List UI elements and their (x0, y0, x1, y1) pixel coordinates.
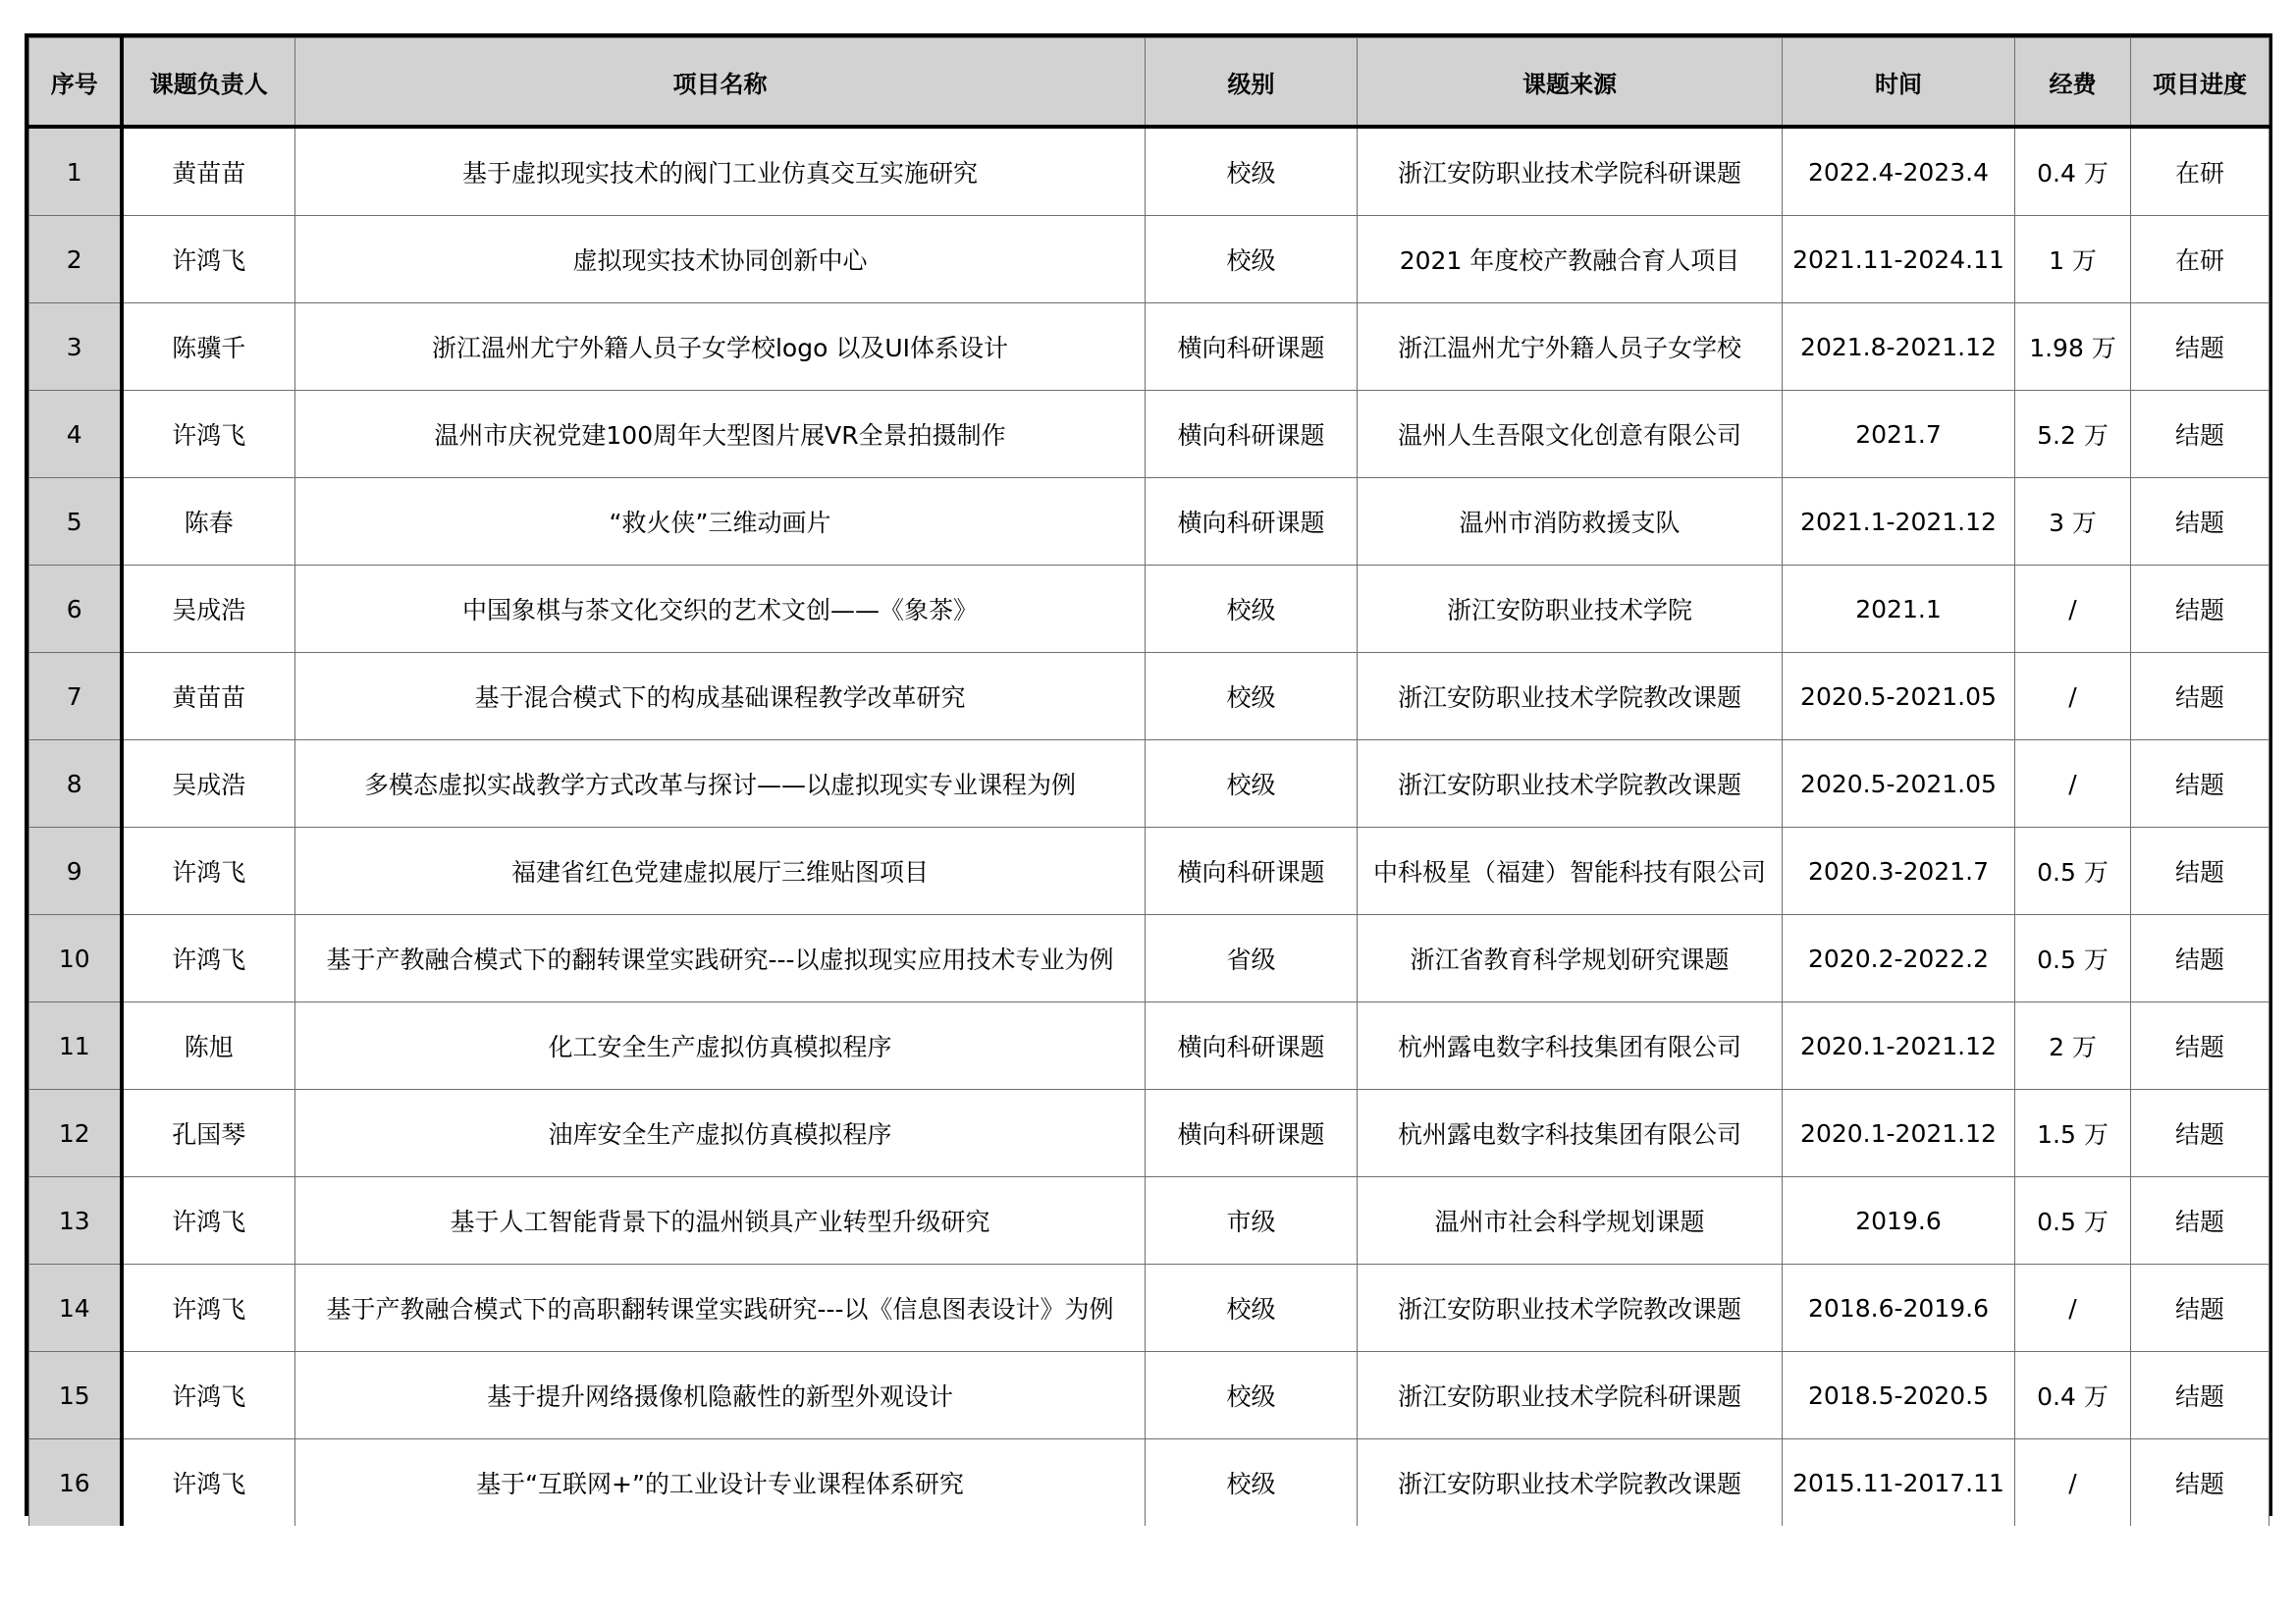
table-row (29, 1090, 2269, 1177)
cell-progress: 结题 (2131, 303, 2269, 391)
header-leader: 课题负责人 (122, 38, 295, 128)
cell-source: 浙江安防职业技术学院教改课题 (1358, 1265, 1783, 1352)
cell-project-name: 基于虚拟现实技术的阀门工业仿真交互实施研究 (295, 127, 1146, 216)
cell-time: 2021.1-2021.12 (1783, 478, 2015, 566)
cell-funding: 1 万 (2015, 216, 2131, 303)
cell-funding: 0.5 万 (2015, 915, 2131, 1002)
cell-project-name: 福建省红色党建虚拟展厅三维贴图项目 (295, 828, 1146, 915)
cell-source: 中科极星（福建）智能科技有限公司 (1358, 828, 1783, 915)
header-row (29, 38, 2269, 128)
cell-project-name: 浙江温州尤宁外籍人员子女学校logo 以及UI体系设计 (295, 303, 1146, 391)
cell-funding: 3 万 (2015, 478, 2131, 566)
cell-funding: 1.5 万 (2015, 1090, 2131, 1177)
cell-project-name: 中国象棋与茶文化交织的艺术文创——《象茶》 (295, 566, 1146, 653)
cell-progress: 结题 (2131, 828, 2269, 915)
table-row (29, 478, 2269, 566)
cell-progress: 结题 (2131, 1265, 2269, 1352)
cell-funding: 0.4 万 (2015, 1352, 2131, 1439)
cell-project-name: 温州市庆祝党建100周年大型图片展VR全景拍摄制作 (295, 391, 1146, 478)
cell-time: 2015.11-2017.11 (1783, 1439, 2015, 1527)
cell-seq: 15 (29, 1352, 122, 1439)
project-table (28, 37, 2269, 1526)
cell-progress: 结题 (2131, 1002, 2269, 1090)
cell-leader: 许鸿飞 (122, 391, 295, 478)
cell-time: 2022.4-2023.4 (1783, 127, 2015, 216)
cell-seq: 3 (29, 303, 122, 391)
cell-leader: 许鸿飞 (122, 216, 295, 303)
cell-funding: 5.2 万 (2015, 391, 2131, 478)
cell-level: 横向科研课题 (1146, 391, 1358, 478)
cell-project-name: 化工安全生产虚拟仿真模拟程序 (295, 1002, 1146, 1090)
cell-level: 横向科研课题 (1146, 478, 1358, 566)
cell-seq: 11 (29, 1002, 122, 1090)
cell-level: 横向科研课题 (1146, 303, 1358, 391)
cell-source: 浙江省教育科学规划研究课题 (1358, 915, 1783, 1002)
table-row (29, 1177, 2269, 1265)
cell-time: 2021.1 (1783, 566, 2015, 653)
cell-funding: 0.4 万 (2015, 127, 2131, 216)
cell-project-name: 基于提升网络摄像机隐蔽性的新型外观设计 (295, 1352, 1146, 1439)
cell-level: 校级 (1146, 566, 1358, 653)
cell-leader: 吴成浩 (122, 566, 295, 653)
cell-seq: 2 (29, 216, 122, 303)
table-row (29, 127, 2269, 216)
cell-seq: 7 (29, 653, 122, 740)
cell-leader: 陈春 (122, 478, 295, 566)
cell-funding: / (2015, 740, 2131, 828)
table-header (29, 38, 2269, 128)
cell-leader: 孔国琴 (122, 1090, 295, 1177)
cell-seq: 9 (29, 828, 122, 915)
cell-level: 校级 (1146, 740, 1358, 828)
cell-seq: 10 (29, 915, 122, 1002)
cell-level: 横向科研课题 (1146, 1090, 1358, 1177)
cell-seq: 16 (29, 1439, 122, 1527)
cell-time: 2021.11-2024.11 (1783, 216, 2015, 303)
cell-project-name: 基于混合模式下的构成基础课程教学改革研究 (295, 653, 1146, 740)
table-row (29, 828, 2269, 915)
cell-seq: 1 (29, 127, 122, 216)
cell-project-name: “救火侠”三维动画片 (295, 478, 1146, 566)
cell-project-name: 油库安全生产虚拟仿真模拟程序 (295, 1090, 1146, 1177)
cell-level: 市级 (1146, 1177, 1358, 1265)
cell-time: 2018.6-2019.6 (1783, 1265, 2015, 1352)
cell-funding: 2 万 (2015, 1002, 2131, 1090)
table-body (29, 127, 2269, 1526)
cell-progress: 结题 (2131, 478, 2269, 566)
cell-progress: 结题 (2131, 1177, 2269, 1265)
cell-project-name: 虚拟现实技术协同创新中心 (295, 216, 1146, 303)
cell-funding: / (2015, 653, 2131, 740)
cell-time: 2021.7 (1783, 391, 2015, 478)
header-progress: 项目进度 (2131, 38, 2269, 128)
cell-level: 校级 (1146, 653, 1358, 740)
table-row (29, 216, 2269, 303)
header-source: 课题来源 (1358, 38, 1783, 128)
cell-time: 2020.1-2021.12 (1783, 1090, 2015, 1177)
cell-leader: 陈骥千 (122, 303, 295, 391)
cell-leader: 许鸿飞 (122, 1177, 295, 1265)
cell-seq: 5 (29, 478, 122, 566)
cell-time: 2019.6 (1783, 1177, 2015, 1265)
cell-funding: 0.5 万 (2015, 828, 2131, 915)
cell-progress: 结题 (2131, 740, 2269, 828)
cell-source: 浙江安防职业技术学院教改课题 (1358, 1439, 1783, 1527)
cell-source: 浙江安防职业技术学院 (1358, 566, 1783, 653)
cell-seq: 14 (29, 1265, 122, 1352)
cell-leader: 陈旭 (122, 1002, 295, 1090)
cell-source: 杭州露电数字科技集团有限公司 (1358, 1090, 1783, 1177)
cell-funding: / (2015, 566, 2131, 653)
cell-project-name: 基于产教融合模式下的高职翻转课堂实践研究---以《信息图表设计》为例 (295, 1265, 1146, 1352)
cell-leader: 许鸿飞 (122, 1265, 295, 1352)
cell-time: 2021.8-2021.12 (1783, 303, 2015, 391)
cell-level: 校级 (1146, 1352, 1358, 1439)
cell-time: 2018.5-2020.5 (1783, 1352, 2015, 1439)
cell-funding: / (2015, 1439, 2131, 1527)
cell-source: 浙江安防职业技术学院科研课题 (1358, 1352, 1783, 1439)
cell-source: 浙江安防职业技术学院科研课题 (1358, 127, 1783, 216)
table-row (29, 1265, 2269, 1352)
header-funding: 经费 (2015, 38, 2131, 128)
cell-time: 2020.2-2022.2 (1783, 915, 2015, 1002)
cell-level: 校级 (1146, 1265, 1358, 1352)
table-row (29, 915, 2269, 1002)
cell-source: 杭州露电数字科技集团有限公司 (1358, 1002, 1783, 1090)
cell-progress: 结题 (2131, 915, 2269, 1002)
cell-leader: 黄苗苗 (122, 127, 295, 216)
cell-source: 浙江安防职业技术学院教改课题 (1358, 740, 1783, 828)
table-row (29, 653, 2269, 740)
header-seq: 序号 (29, 38, 122, 128)
cell-progress: 结题 (2131, 1352, 2269, 1439)
cell-level: 横向科研课题 (1146, 828, 1358, 915)
cell-leader: 黄苗苗 (122, 653, 295, 740)
cell-seq: 12 (29, 1090, 122, 1177)
cell-time: 2020.1-2021.12 (1783, 1002, 2015, 1090)
cell-project-name: 基于“互联网+”的工业设计专业课程体系研究 (295, 1439, 1146, 1527)
cell-source: 温州市消防救援支队 (1358, 478, 1783, 566)
project-table-container (25, 33, 2272, 1516)
cell-level: 横向科研课题 (1146, 1002, 1358, 1090)
cell-progress: 在研 (2131, 216, 2269, 303)
cell-project-name: 多模态虚拟实战教学方式改革与探讨——以虚拟现实专业课程为例 (295, 740, 1146, 828)
cell-leader: 许鸿飞 (122, 1352, 295, 1439)
cell-progress: 结题 (2131, 566, 2269, 653)
cell-project-name: 基于产教融合模式下的翻转课堂实践研究---以虚拟现实应用技术专业为例 (295, 915, 1146, 1002)
table-row (29, 1352, 2269, 1439)
cell-progress: 结题 (2131, 391, 2269, 478)
table-row (29, 566, 2269, 653)
cell-time: 2020.3-2021.7 (1783, 828, 2015, 915)
cell-seq: 4 (29, 391, 122, 478)
cell-seq: 6 (29, 566, 122, 653)
header-time: 时间 (1783, 38, 2015, 128)
cell-level: 校级 (1146, 216, 1358, 303)
table-row (29, 1002, 2269, 1090)
cell-leader: 许鸿飞 (122, 1439, 295, 1527)
cell-time: 2020.5-2021.05 (1783, 653, 2015, 740)
cell-progress: 结题 (2131, 1439, 2269, 1527)
cell-seq: 8 (29, 740, 122, 828)
cell-source: 温州人生吾限文化创意有限公司 (1358, 391, 1783, 478)
cell-seq: 13 (29, 1177, 122, 1265)
cell-source: 温州市社会科学规划课题 (1358, 1177, 1783, 1265)
cell-progress: 在研 (2131, 127, 2269, 216)
cell-level: 省级 (1146, 915, 1358, 1002)
table-row (29, 303, 2269, 391)
cell-project-name: 基于人工智能背景下的温州锁具产业转型升级研究 (295, 1177, 1146, 1265)
cell-source: 2021 年度校产教融合育人项目 (1358, 216, 1783, 303)
table-row (29, 1439, 2269, 1527)
cell-progress: 结题 (2131, 1090, 2269, 1177)
header-level: 级别 (1146, 38, 1358, 128)
cell-level: 校级 (1146, 127, 1358, 216)
table-row (29, 740, 2269, 828)
cell-leader: 吴成浩 (122, 740, 295, 828)
cell-funding: 0.5 万 (2015, 1177, 2131, 1265)
cell-level: 校级 (1146, 1439, 1358, 1527)
cell-funding: / (2015, 1265, 2131, 1352)
cell-source: 浙江温州尤宁外籍人员子女学校 (1358, 303, 1783, 391)
cell-leader: 许鸿飞 (122, 828, 295, 915)
cell-progress: 结题 (2131, 653, 2269, 740)
header-project-name: 项目名称 (295, 38, 1146, 128)
cell-source: 浙江安防职业技术学院教改课题 (1358, 653, 1783, 740)
cell-time: 2020.5-2021.05 (1783, 740, 2015, 828)
cell-funding: 1.98 万 (2015, 303, 2131, 391)
cell-leader: 许鸿飞 (122, 915, 295, 1002)
table-row (29, 391, 2269, 478)
